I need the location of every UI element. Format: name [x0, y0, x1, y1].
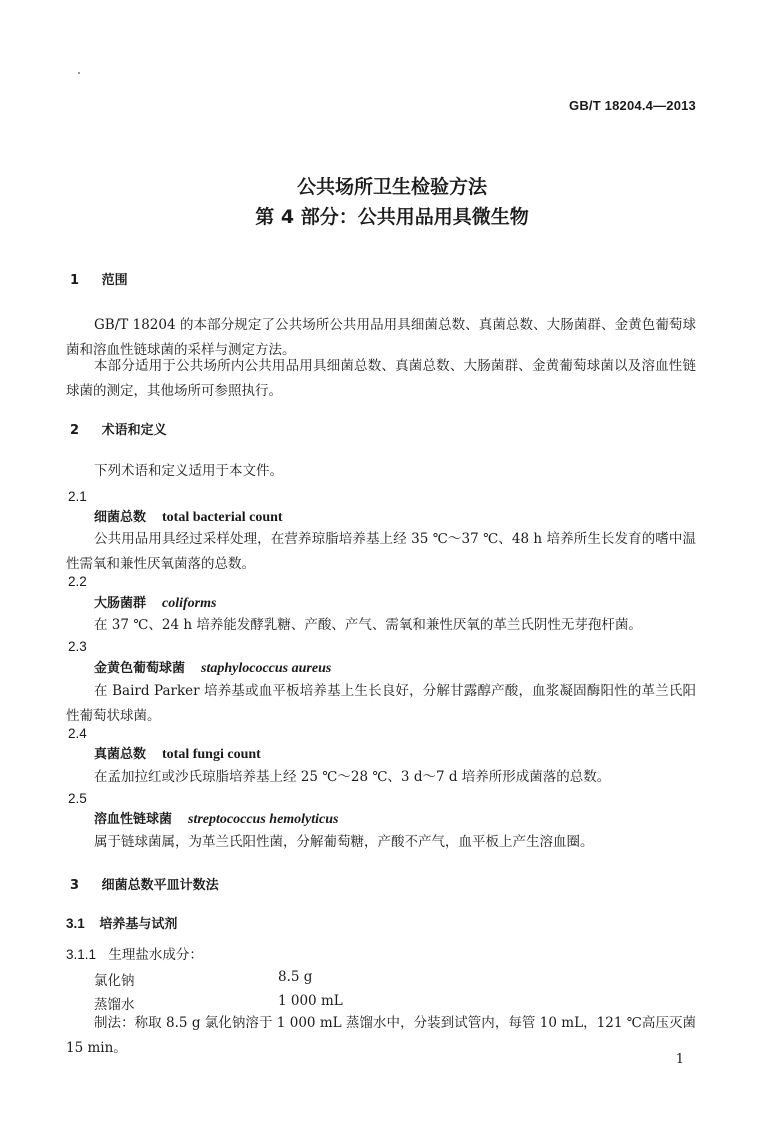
page-number: 1	[675, 1052, 684, 1067]
standard-code: GB/T 18204.4—2013	[569, 98, 696, 113]
term-title	[94, 810, 339, 829]
section1-heading	[70, 272, 128, 290]
section2-intro: 下列术语和定义适用于本文件。	[94, 463, 283, 479]
section1-paragraph2: 本部分适用于公共场所内公共用品用具细菌总数、真菌总数、大肠菌群、金黄葡萄球菌以及溶血性链球菌的测定，其他场所可参照执行。	[66, 358, 696, 399]
term-number: 2.2	[68, 574, 87, 589]
term-title	[94, 508, 283, 527]
section1-paragraph1: GB/T 18204 的本部分规定了公共场所公共用品用具细菌总数、真菌总数、大肠菌群、金黄色葡萄球菌和溶血性链球菌的采样与测定方法。	[66, 317, 696, 358]
subsection-3-1-number: 3.1	[66, 916, 85, 931]
component-amount: 1 000 mL	[278, 993, 343, 1009]
term-cn: 细菌总数	[94, 510, 147, 525]
section3-heading	[70, 877, 219, 895]
section2-title: 术语和定义	[101, 423, 167, 438]
section2-number: 2	[70, 423, 80, 438]
term-number: 2.5	[68, 791, 87, 806]
term-cn: 真菌总数	[94, 747, 147, 762]
component-name: 氯化钠	[94, 973, 135, 989]
term-definition: 公共用品用具经过采样处理，在营养琼脂培养基上经 35 ℃～37 ℃、48 h 培养所生长发育的嗜中温性需氧和兼性厌氧菌落的总数。	[66, 531, 696, 572]
section1-title: 范围	[101, 273, 128, 288]
section3-number: 3	[70, 878, 80, 893]
term-cn: 大肠菌群	[94, 596, 147, 611]
term-number: 2.3	[68, 639, 87, 654]
section3-title: 细菌总数平皿计数法	[101, 878, 219, 893]
term-definition: 在 Baird Parker 培养基或血平板培养基上生长良好，分解甘露醇产酸，血浆凝固酶阳性的革兰氏阳性葡萄状球菌。	[66, 683, 696, 724]
term-title	[94, 659, 331, 678]
component-amount: 8.5 g	[278, 969, 313, 985]
subsection-3-1-1-number: 3.1.1	[66, 947, 97, 962]
subsection-3-1-heading	[66, 915, 177, 934]
term-en: coliforms	[162, 596, 217, 611]
component-name: 蒸馏水	[94, 997, 135, 1013]
term-en: staphylococcus aureus	[201, 661, 332, 676]
term-number: 2.1	[68, 489, 87, 504]
subsection-3-1-1-title: 生理盐水成分：	[108, 947, 203, 963]
term-cn: 溶血性链球菌	[94, 812, 173, 827]
preparation-method: 制法：称取 8.5 g 氯化钠溶于 1 000 mL 蒸馏水中，分装到试管内，每管 10 mL，121 ℃高压灭菌 15 min。	[66, 1015, 696, 1056]
term-cn: 金黄色葡萄球菌	[94, 661, 186, 676]
term-definition: 在 37 ℃、24 h 培养能发酵乳糖、产酸、产气、需氧和兼性厌氧的革兰氏阴性无芽孢杆菌。	[94, 617, 642, 633]
document-title-line1: 公共场所卫生检验方法	[296, 176, 487, 198]
section2-heading	[70, 422, 167, 440]
scan-mark	[78, 72, 80, 74]
subsection-3-1-title: 培养基与试剂	[99, 917, 178, 932]
term-number: 2.4	[68, 726, 87, 741]
term-en: total bacterial count	[162, 510, 283, 525]
term-en: streptococcus hemolyticus	[188, 812, 339, 827]
term-title	[94, 594, 216, 613]
subsection-3-1-1-heading	[66, 946, 203, 964]
term-title	[94, 745, 261, 764]
term-en: total fungi count	[162, 747, 261, 762]
term-definition: 在孟加拉红或沙氏琼脂培养基上经 25 ℃～28 ℃、3 d～7 d 培养所形成菌落的总数。	[94, 769, 611, 785]
document-title-line2: 第 4 部分：公共用品用具微生物	[255, 206, 529, 228]
term-definition: 属于链球菌属，为革兰氏阳性菌，分解葡萄糖，产酸不产气，血平板上产生溶血圈。	[94, 834, 594, 850]
section1-number: 1	[70, 273, 80, 288]
